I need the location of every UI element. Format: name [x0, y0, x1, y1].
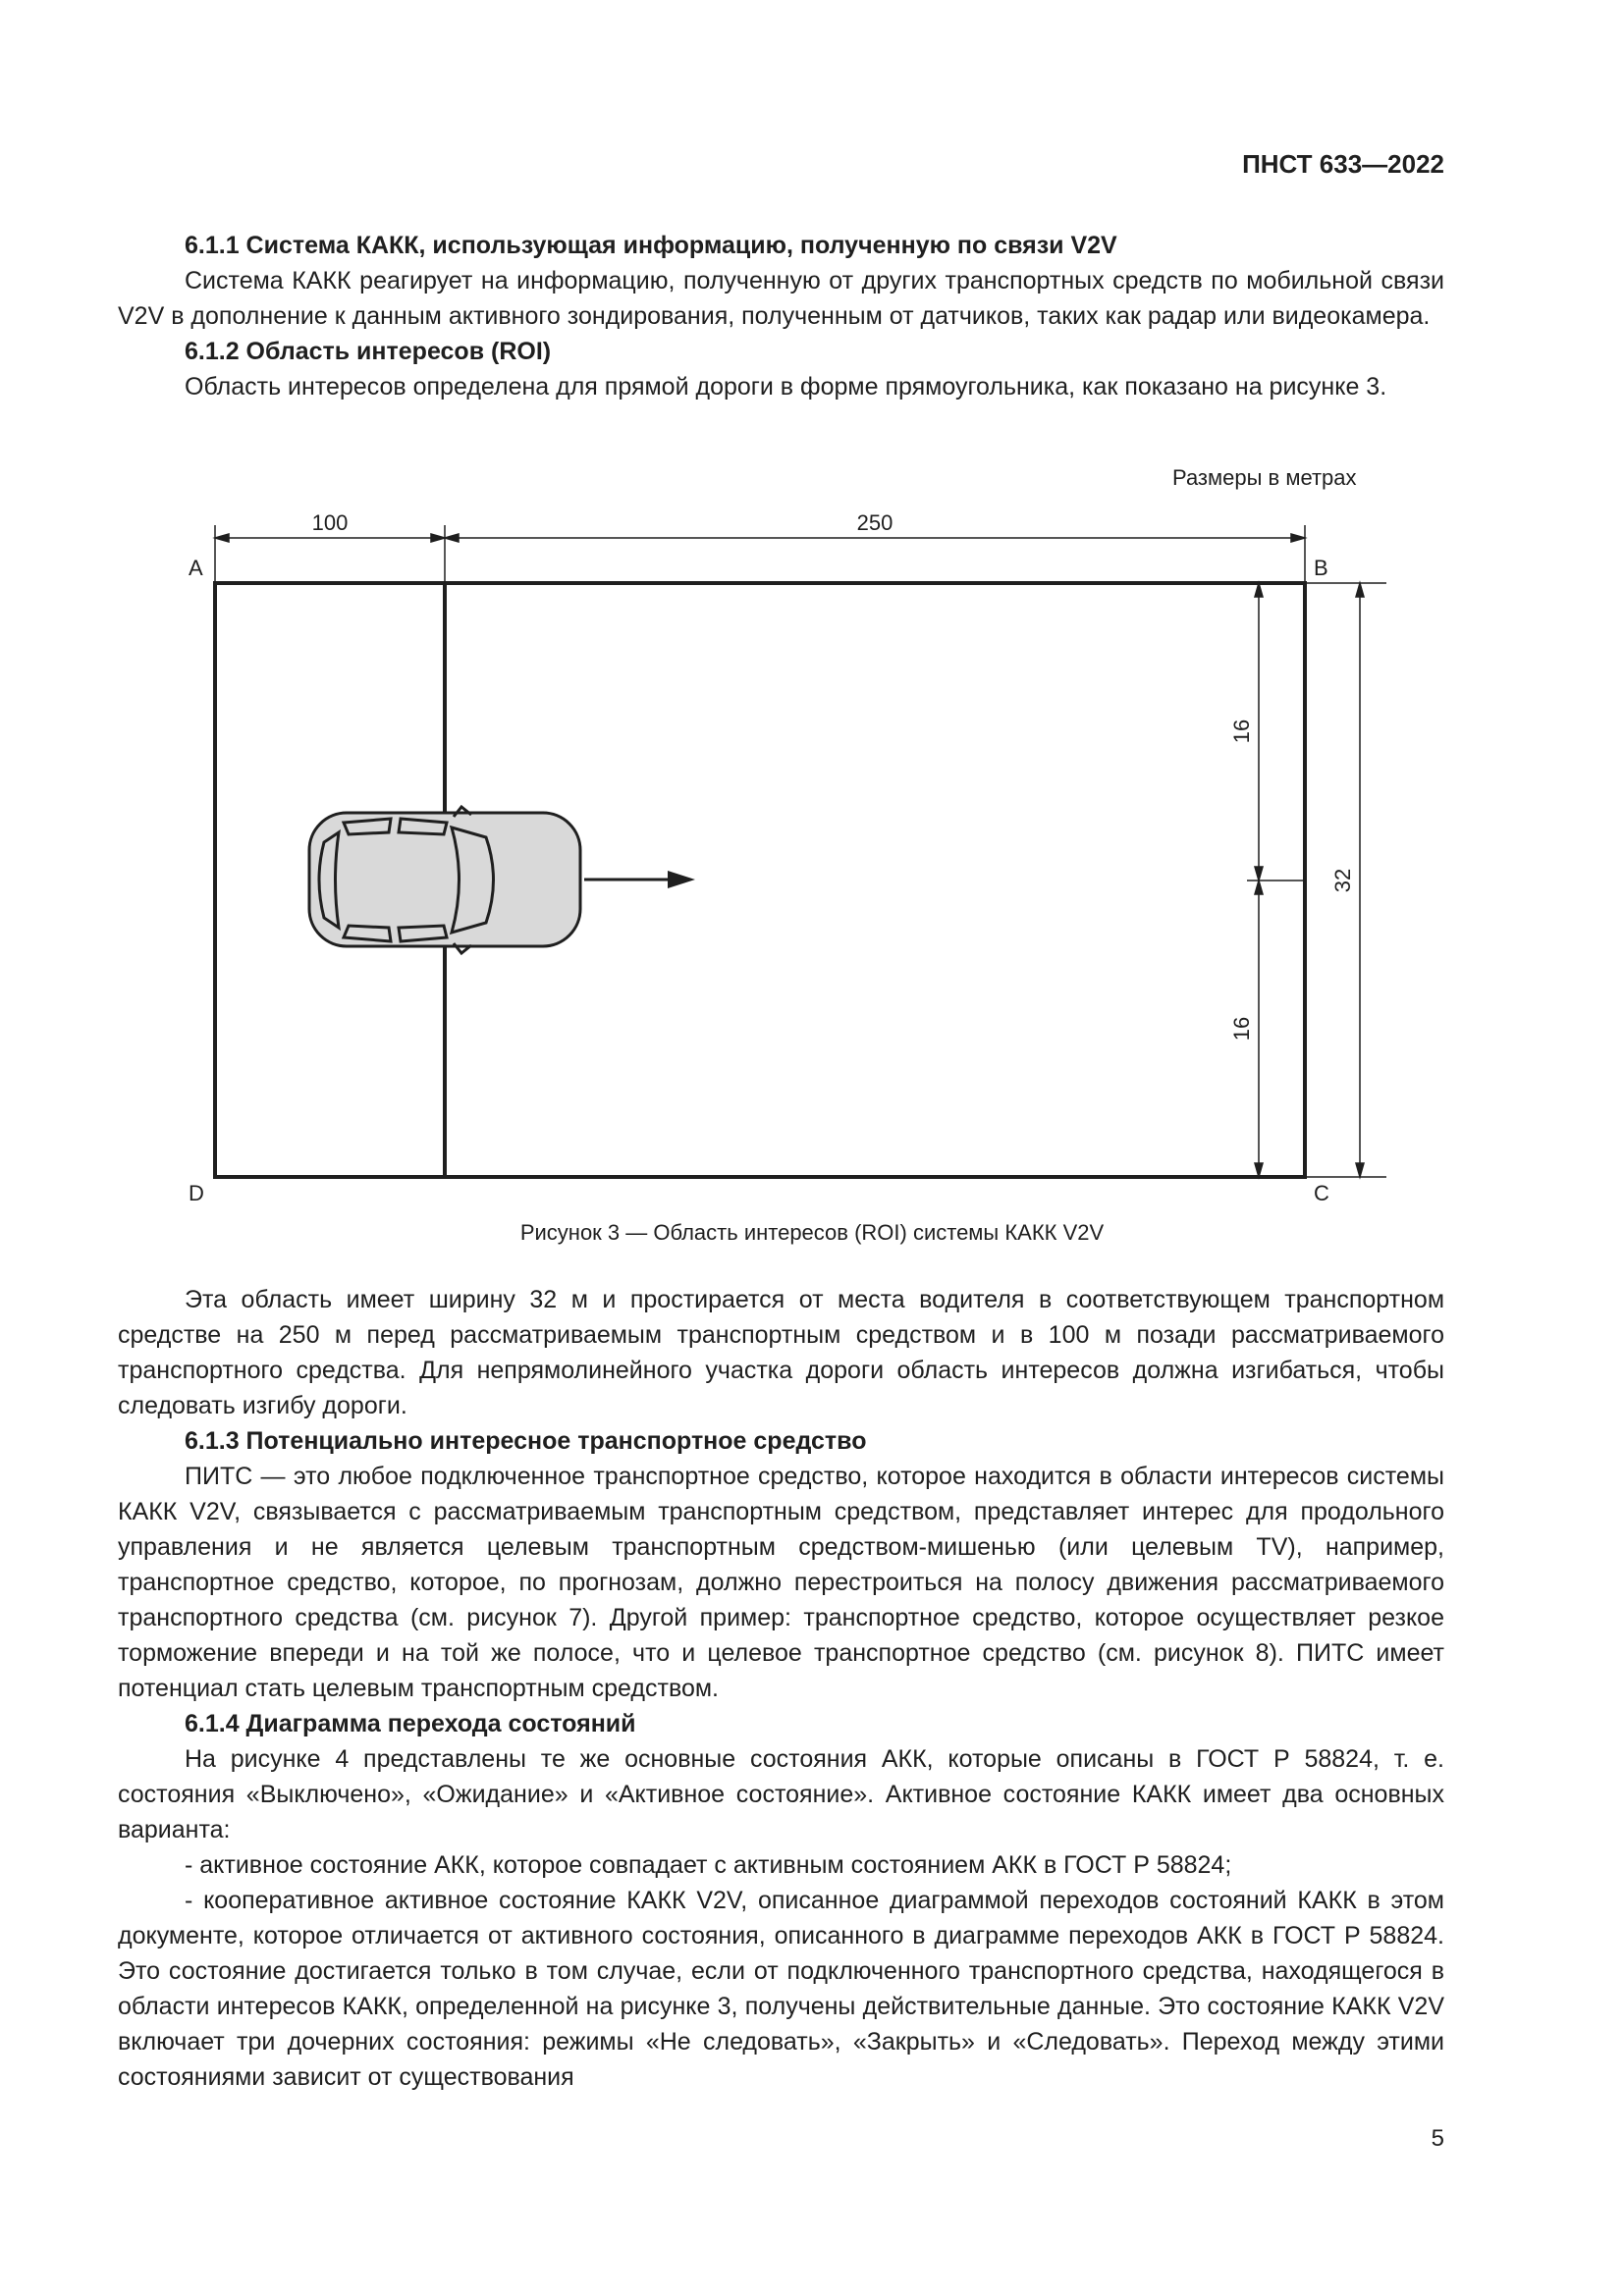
figure-caption: Рисунок 3 — Область интересов (ROI) системы КАКК V2V — [519, 1220, 1105, 1245]
corner-label-b: B — [1314, 556, 1328, 580]
section-6-1-4-text: На рисунке 4 представлены те же основные состояния АКК, которые описаны в ГОСТ Р 58824, т. е. состояния «Выключено», «Ожидание» и «Активное состояние». Активное состояние КАКК имеет два основных варианта: — [118, 1745, 1444, 1843]
sections-top — [118, 228, 1444, 404]
dim-label-width: 32 — [1330, 868, 1355, 893]
sections-bottom — [118, 1282, 1444, 2095]
document-code: ПНСТ 633—2022 — [1242, 149, 1444, 179]
corner-label-a: A — [189, 556, 203, 580]
dim-label-front: 250 — [856, 510, 893, 535]
car-icon — [309, 807, 580, 953]
section-6-1-1-text: Система КАКК реагирует на информацию, полученную от других транспортных средств по мобильной связи V2V в дополнение к данным активного зондирования, полученным от датчиков, таких как радар или видеокамера. — [118, 267, 1444, 330]
direction-arrow-icon — [584, 871, 695, 888]
dim-line-width — [1356, 583, 1364, 1177]
dim-line-half-upper — [1255, 583, 1263, 881]
roi-rectangle — [215, 583, 1305, 1177]
dim-label-rear: 100 — [311, 510, 349, 535]
dim-label-half-upper: 16 — [1229, 719, 1254, 744]
dim-line-half-lower — [1255, 881, 1263, 1177]
dim-line-front — [445, 534, 1305, 542]
section-6-1-3-text: ПИТС — это любое подключенное транспортное средство, которое находится в области интересов системы КАКК V2V, связывается с рассматриваемым транспортным средством, представляет интерес для продольного управления и не является целевым транспортным средством-мишенью (или целевым TV), например, транспортное средство, которое, по прогнозам, должно перестроиться на полосу движения рассматриваемого транспортного средства (см. рисунок 7). Другой пример: транспортное средство, которое осуществляет резкое торможение впереди и на той же полосе, что и целевое транспортное средство (см. рисунок 8). ПИТС имеет потенциал стать целевым транспортным средством. — [118, 1463, 1444, 1702]
dim-label-half-lower: 16 — [1229, 1016, 1254, 1041]
list-item-1: - активное состояние АКК, которое совпадает с активным состоянием АКК в ГОСТ Р 58824; — [185, 1851, 1232, 1879]
page-number: 5 — [1431, 2125, 1444, 2152]
section-6-1-1-title: 6.1.1 Система КАКК, использующая информацию, полученную по связи V2V — [185, 232, 1117, 259]
corner-label-d: D — [189, 1181, 204, 1205]
units-note: Размеры в метрах — [1172, 465, 1357, 490]
dim-line-rear — [215, 534, 445, 542]
section-6-1-3-title: 6.1.3 Потенциально интересное транспортное средство — [185, 1427, 867, 1455]
corner-label-c: C — [1314, 1181, 1329, 1205]
section-6-1-2-title: 6.1.2 Область интересов (ROI) — [185, 338, 552, 365]
roi-description-text: Эта область имеет ширину 32 м и простирается от места водителя в соответствующем транспортном средстве на 250 м перед рассматриваемым транспортным средством и в 100 м позади рассматриваемого транспортного средства. Для непрямолинейного участка дороги область интересов должна изгибаться, чтобы следовать изгибу дороги. — [118, 1286, 1444, 1419]
section-6-1-2-text: Область интересов определена для прямой дороги в форме прямоугольника, как показано на рисунке 3. — [185, 373, 1387, 400]
list-item-2: - кооперативное активное состояние КАКК V2V, описанное диаграммой переходов состояний КАКК в этом документе, которое отличается от активного состояния, описанного в диаграмме переходов АКК в ГОСТ Р 58824. Это состояние достигается только в том случае, если от подключенного транспортного средства, находящегося в области интересов КАКК, определенной на рисунке 3, получены действительные данные. Это состояние КАКК V2V включает три дочерних состояния: режимы «Не следовать», «Закрыть» и «Следовать». Переход между этими состояниями зависит от существования — [118, 1887, 1444, 2091]
section-6-1-4-title: 6.1.4 Диаграмма перехода состояний — [185, 1710, 636, 1737]
